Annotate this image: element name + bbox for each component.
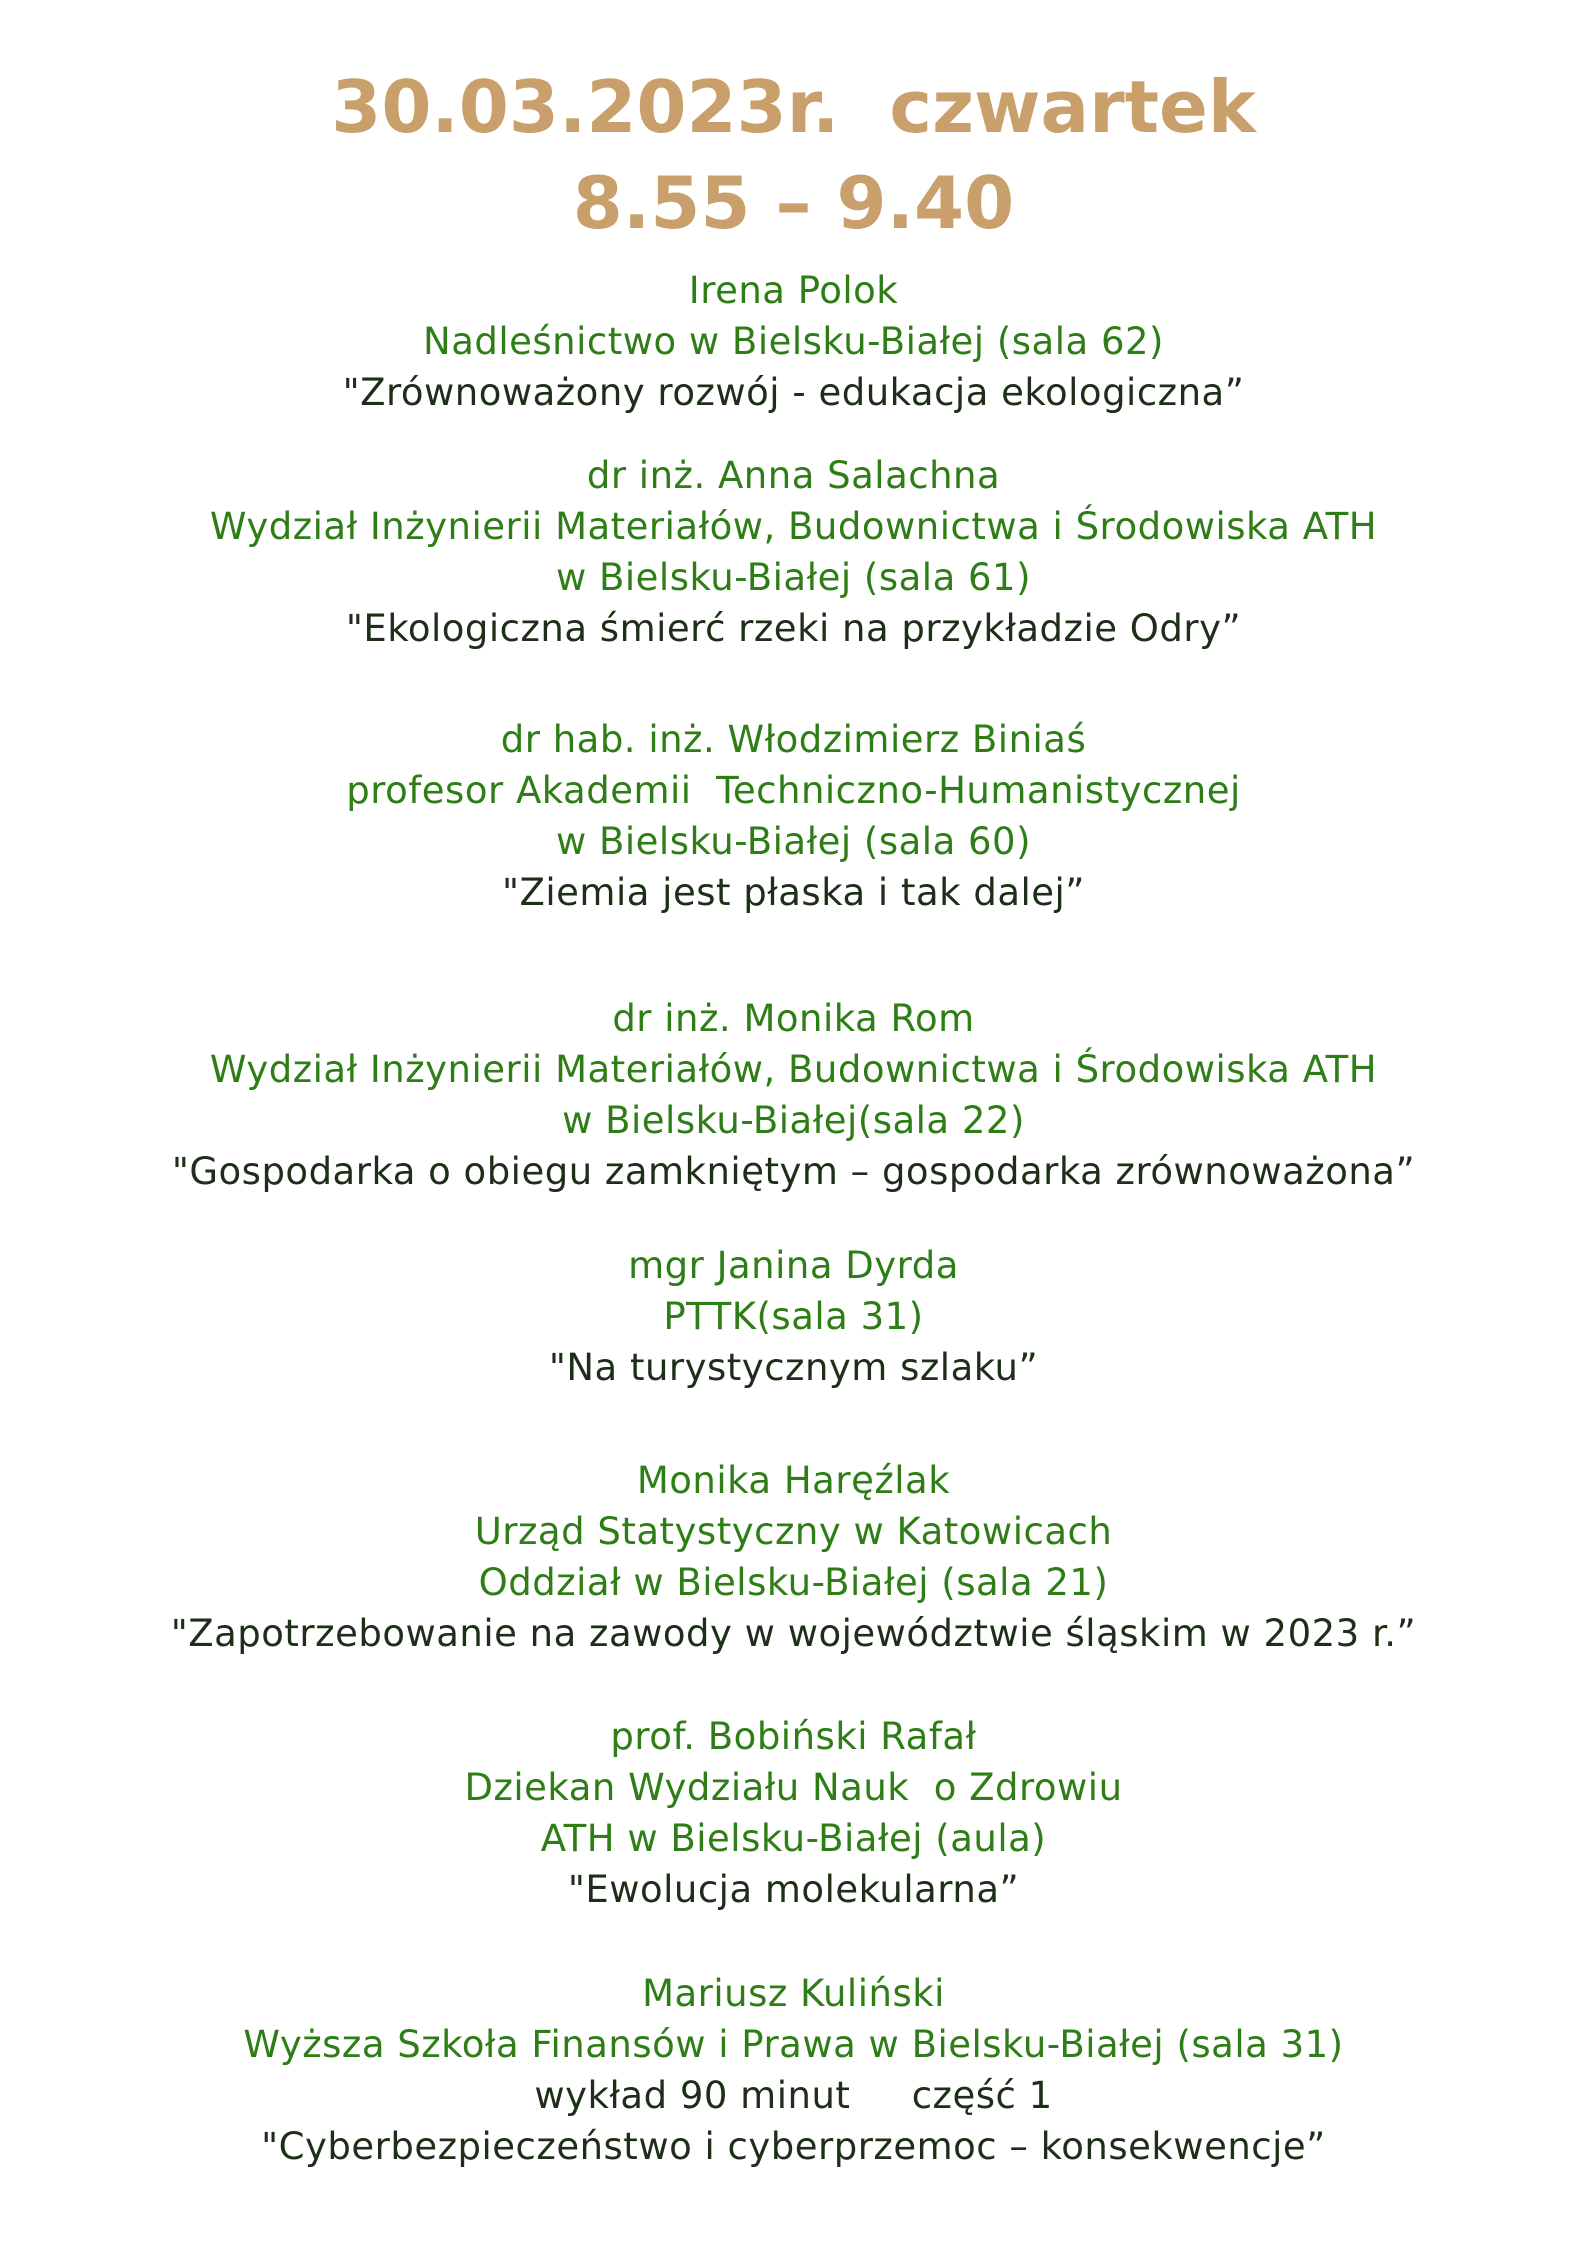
speaker-affiliation: PTTK(sala 31) — [663, 1295, 924, 1338]
lecture-entry — [0, 265, 1587, 418]
speaker-affiliation: Wyższa Szkoła Finansów i Prawa w Bielsku-Białej (sala 31) — [243, 2023, 1344, 2066]
date-heading: 30.03.2023r. czwartek — [331, 65, 1256, 149]
speaker-affiliation: Oddział w Bielsku-Białej (sala 21) — [478, 1561, 1109, 1604]
speaker-affiliation: w Bielsku-Białej (sala 60) — [555, 820, 1032, 863]
speaker-affiliation: ATH w Bielsku-Białej (aula) — [540, 1817, 1047, 1860]
speaker-name: dr hab. inż. Włodzimierz Biniaś — [500, 718, 1087, 761]
lecture-topic: "Zapotrzebowanie na zawody w województwie śląskim w 2023 r.” — [170, 1612, 1417, 1655]
speaker-affiliation: Nadleśnictwo w Bielsku-Białej (sala 62) — [423, 320, 1164, 363]
lecture-topic: "Ziemia jest płaska i tak dalej” — [502, 871, 1085, 914]
lecture-entry — [0, 993, 1587, 1197]
time-heading: 8.55 – 9.40 — [572, 161, 1015, 245]
speaker-name: mgr Janina Dyrda — [628, 1244, 959, 1287]
lecture-entry — [0, 1455, 1587, 1659]
speaker-name: Irena Polok — [688, 269, 899, 312]
lecture-entry — [0, 1240, 1587, 1393]
lecture-entry — [0, 1968, 1587, 2172]
speaker-name: dr inż. Anna Salachna — [586, 454, 1001, 497]
speaker-name: Mariusz Kuliński — [642, 1972, 945, 2015]
lecture-topic: "Gospodarka o obiegu zamkniętym – gospodarka zrównoważona” — [171, 1150, 1416, 1193]
speaker-affiliation: Wydział Inżynierii Materiałów, Budownictwa i Środowiska ATH — [209, 1048, 1378, 1091]
speaker-affiliation: profesor Akademii Techniczno-Humanistycznej — [346, 769, 1241, 812]
speaker-name: Monika Haręźlak — [636, 1459, 951, 1502]
speaker-affiliation: w Bielsku-Białej (sala 61) — [555, 556, 1032, 599]
lecture-entry — [0, 450, 1587, 654]
lecture-topic: "Na turystycznym szlaku” — [548, 1346, 1039, 1389]
lecture-topic: "Zrównoważony rozwój - edukacja ekologiczna” — [342, 371, 1245, 414]
lecture-topic: "Ekologiczna śmierć rzeki na przykładzie Odry” — [345, 607, 1242, 650]
lecture-topic: "Ewolucja molekularna” — [567, 1868, 1020, 1911]
lecture-entry — [0, 1711, 1587, 1915]
speaker-affiliation: Dziekan Wydziału Nauk o Zdrowiu — [464, 1766, 1123, 1809]
speaker-affiliation: w Bielsku-Białej(sala 22) — [562, 1099, 1025, 1142]
speaker-affiliation: Wydział Inżynierii Materiałów, Budownictwa i Środowiska ATH — [209, 505, 1378, 548]
speaker-name: dr inż. Monika Rom — [612, 997, 975, 1040]
speaker-affiliation: Urząd Statystyczny w Katowicach — [474, 1510, 1113, 1553]
lecture-note: wykład 90 minut część 1 — [534, 2074, 1053, 2117]
speaker-name: prof. Bobiński Rafał — [610, 1715, 977, 1758]
lecture-entry — [0, 714, 1587, 918]
lecture-topic: "Cyberbezpieczeństwo i cyberprzemoc – konsekwencje” — [261, 2125, 1326, 2168]
